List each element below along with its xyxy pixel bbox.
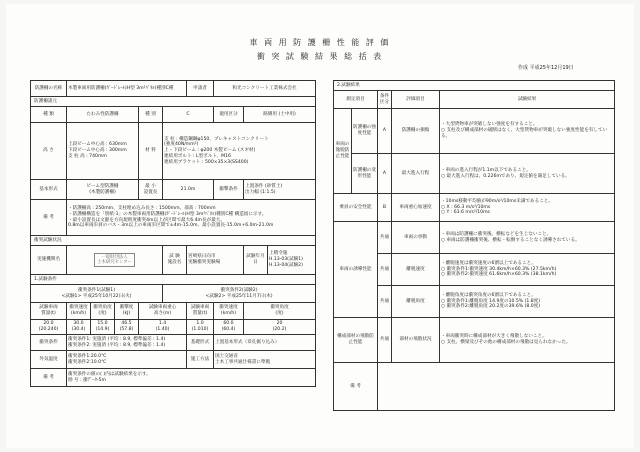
impact-cond-value: 上置条件 (砂質土) 出力幅 (1:1.5): [244, 180, 316, 200]
scope-value: 路側用 (土中用): [244, 107, 316, 123]
institution-value: [67, 246, 163, 275]
row6-class: 共通: [378, 286, 392, 318]
group-deformation: 防護柵の変形性能: [352, 154, 378, 194]
test2-title: 衝突条件2(試験2) <試験2> 平成25年11月7日(木): [163, 285, 316, 303]
condition-remarks-label: 備 考: [31, 369, 67, 387]
hdr-result: 試験結果: [440, 91, 615, 109]
val-mass1: 20.0 (20.240): [31, 320, 67, 335]
results-remarks-label: 備 考: [334, 363, 378, 411]
material-label: 材 料: [139, 123, 163, 180]
condition-section-title: 1.試験条件: [31, 275, 316, 285]
val-angle2: 20 (20.2): [244, 320, 316, 335]
height-label: 高 さ: [31, 123, 67, 180]
left-spec-table: [30, 80, 316, 387]
col-cog: 試験車両重心 高さ(m): [139, 303, 187, 320]
spec-remarks-label: 備 考: [31, 200, 67, 236]
spec-remarks-value: ・防護柵高 : 250mm、支柱埋め込み長さ : 1500mm、部高 : 700mm ・防護柵構造を「別紙-1」の木製車両用防護柵(ｶﾞｰﾄﾞﾚｰﾙ)H型 3m²ﾊﾟﾈﾙ)種別C種 構造図に示す。 ・最小設置長は文献を方向規則度衝突4m以上が区間で最大6.4m長が最大。 0.8m以車両歩員のバス・3m以上の車両歩区間で±4m-15.0m、最小設置長-15.0m+6.0m-21.0m: [67, 200, 316, 236]
facility-value: 宮崎県日向市 実験衝突実験場: [187, 246, 244, 275]
test-date-label: 試験年月日: [244, 246, 268, 275]
photo-section-title: 衝突試験状況: [31, 236, 316, 246]
grade-label: 種 別: [139, 107, 163, 123]
basic-form-label: 基本形式: [31, 180, 67, 200]
basic-form-value: ビーム型防護柵 (木製防護柵): [67, 180, 139, 200]
condition-remarks-value: 衝突条件の値の( )内は試験結果を示す。 勘 号 : 衝ﾃﾞｰﾀ-5m: [67, 369, 316, 387]
row6-item: 離脱角度: [392, 286, 440, 318]
grade-value: C: [163, 107, 214, 123]
group-guidance: 車両の誘導性能: [334, 222, 378, 318]
institution-label: 実施機関名: [31, 246, 67, 275]
col-speed1: 衝突速度 (km/h): [67, 303, 91, 320]
val-angle1: 15.0 (14.9): [91, 320, 115, 335]
title-summary: 衝 突 試 験 結 果 総 括 表: [256, 52, 384, 61]
kind-value: たわみ性防護柵: [67, 107, 139, 123]
test-date-value: 上積令施 H.13-03(試験1) H.13-04(試験2): [268, 246, 316, 275]
row5-item: 離脱速度: [392, 254, 440, 286]
results-section-title: 2.試験結果: [334, 81, 615, 91]
guard-name-label: 防護柵の名称: [31, 81, 67, 97]
test1-title: 衝突条件1(試験1) <試験1> 平成25年10月22日(火): [31, 285, 163, 303]
temperature-label: 外気温度: [31, 351, 67, 369]
min-length-value: 21.0m: [163, 180, 214, 200]
col-angle1: 衝突角度 (度): [91, 303, 115, 320]
row5-class: 共通: [378, 254, 392, 286]
row4-result: ・車両は防護柵に衝突後、横転などを生じないこと。 ○ 車両は防護柵衝突後、横転・転倒することなく誘導されている。: [440, 222, 615, 254]
temperature-value: 衝突条件1:20.0℃ 衝突条件2:10.0℃: [67, 351, 187, 369]
val-mass2: 1.0 (1.010): [187, 320, 214, 335]
group-strength: 防護柵の強度性能: [352, 109, 378, 154]
right-results-table: [333, 80, 615, 411]
col-mass2: 試験車両 質量(t): [187, 303, 214, 320]
impact-cond-label: 衝撃条件: [214, 180, 244, 200]
kind-label: 種 類: [31, 107, 67, 123]
row3-class: B: [378, 194, 392, 222]
row1-item: 防護柵の損傷: [392, 109, 440, 154]
row1-class: A: [378, 109, 392, 154]
guard-name-value: 木製車両用防護柵(ｶﾞｰﾄﾞﾚｰﾙ)H型 3m²ﾊﾟﾈﾙ)種別C種: [67, 81, 187, 97]
val-speed1: 30.0 (30.4): [67, 320, 91, 335]
creation-date: 作成 平成25年12月19日: [518, 65, 574, 71]
group-scatter: 構成部材の飛散防止性能: [334, 318, 378, 363]
val-speed2: 60.0 (60.4): [214, 320, 244, 335]
spec-section-title: 防護柵諸元: [31, 97, 316, 107]
row3-item: 車両重心加速度: [392, 194, 440, 222]
facility-label: 試 験 施設名: [163, 246, 187, 275]
row7-item: 部材の飛散状況: [392, 318, 440, 363]
row2-result: ・車両の進入行程が1.1m以下であること。 ○ 最大進入行程は、0.226mであり、規定値を満足している。: [440, 154, 615, 194]
hdr-measure: 測定項目: [334, 91, 378, 109]
group-occupant: 乗員の安全性能: [334, 194, 378, 222]
hdr-class: 条件 区分: [378, 91, 392, 109]
construction-label: 施工方法: [187, 351, 214, 369]
construction-value: 国土交通省 土木工事共通仕様書に準拠: [214, 351, 316, 369]
results-remarks-value: [378, 363, 615, 411]
row5-result: ・離脱速度は衝突速度の6割以上であること。 ○ 衝突条件1:衝突速度 30.4km/h×60.3% (27.5km/h) ○ 衝突条件2:衝突速度 61.6km/h×60.3% (38.1km/h): [440, 254, 615, 286]
title-evaluation: 車 両 用 防 護 柵 性 能 評 価: [249, 38, 391, 47]
institution-stamp: 一般財団法人 土木研究センター: [94, 253, 135, 268]
row7-class: 共通: [378, 318, 392, 363]
row4-class: 共通: [378, 222, 392, 254]
impact-condition-value: 衝突条件1: 実施済 (平均 : 8.9, 標準偏差 : 1.4) 衝突条件2: 実施済 (平均 : 8.9, 標準偏差 : 1.4): [67, 335, 187, 351]
scope-label: 適用区分: [214, 107, 244, 123]
val-cog: 1.4 (1.40): [139, 320, 187, 335]
applicant-value: 和光コンクリート工業株式会社: [214, 81, 316, 97]
material-value: 支 柱 : 構造鋼鋼φ150、プレキャストコンクリート (強度40N/mm²) 上・下段ビーム : φ200 木製ビーム (スギ材) 連結用ボルト : L型ボルト、M16 連結用ブラケット : 500×35×3(SS400): [163, 123, 316, 180]
applicant-label: 申請者: [187, 81, 214, 97]
foundation-label: 基礎形式: [187, 335, 214, 351]
row2-class: A: [378, 154, 392, 194]
min-length-label: 最 小 設置長: [139, 180, 163, 200]
hdr-eval: 評価項目: [392, 91, 440, 109]
group-departure: 車両の逸脱防止性能: [334, 109, 352, 194]
row7-result: ・車両衝突時に構成部材が大きく飛散しないこと。 ○ 支柱、横梁及びその他の構成部材の飛散は見られなかった。: [440, 318, 615, 363]
col-mass1: 試験車両 質量(t): [31, 303, 67, 320]
impact-condition-label: 衝突条件: [31, 335, 67, 351]
row3-result: ・10ms移動平均値が90m/s²/10ms未満であること。 ○ X : 66.3 m/s²/10ms ○ Y : 63.6 m/s²/10ms: [440, 194, 615, 222]
col-speed2: 衝突速度 (km/h): [214, 303, 244, 320]
foundation-value: 上置基本形式（章孔掘り込み）: [214, 335, 316, 351]
col-angle2: 衝突角度 (度): [244, 303, 316, 320]
height-value: 上段ビーム中心高 : 630mm 下段ビーム中心高 : 300mm 支 柱 高 : 740mm: [67, 123, 139, 180]
row2-item: 最大進入行程: [392, 154, 440, 194]
val-impact: 46.5 (57.8): [115, 320, 139, 335]
row6-result: ・離脱角度は衝突角度の6割以下であること。 ○ 衝突条件1:離脱角度 14.9度の10.5% (1.8度) ○ 衝突条件2:離脱角度 20.2度の39.6% (8.0度): [440, 286, 615, 318]
col-impact: 衝撃度 (kJ): [115, 303, 139, 320]
row4-item: 車両の挙動: [392, 222, 440, 254]
row1-result: ・大型貨物車が突破しない強度を有すること。 ○ 支柱及び構成部材の破断はなく、大型貨物車が突破しない強度性能を有している。: [440, 109, 615, 154]
